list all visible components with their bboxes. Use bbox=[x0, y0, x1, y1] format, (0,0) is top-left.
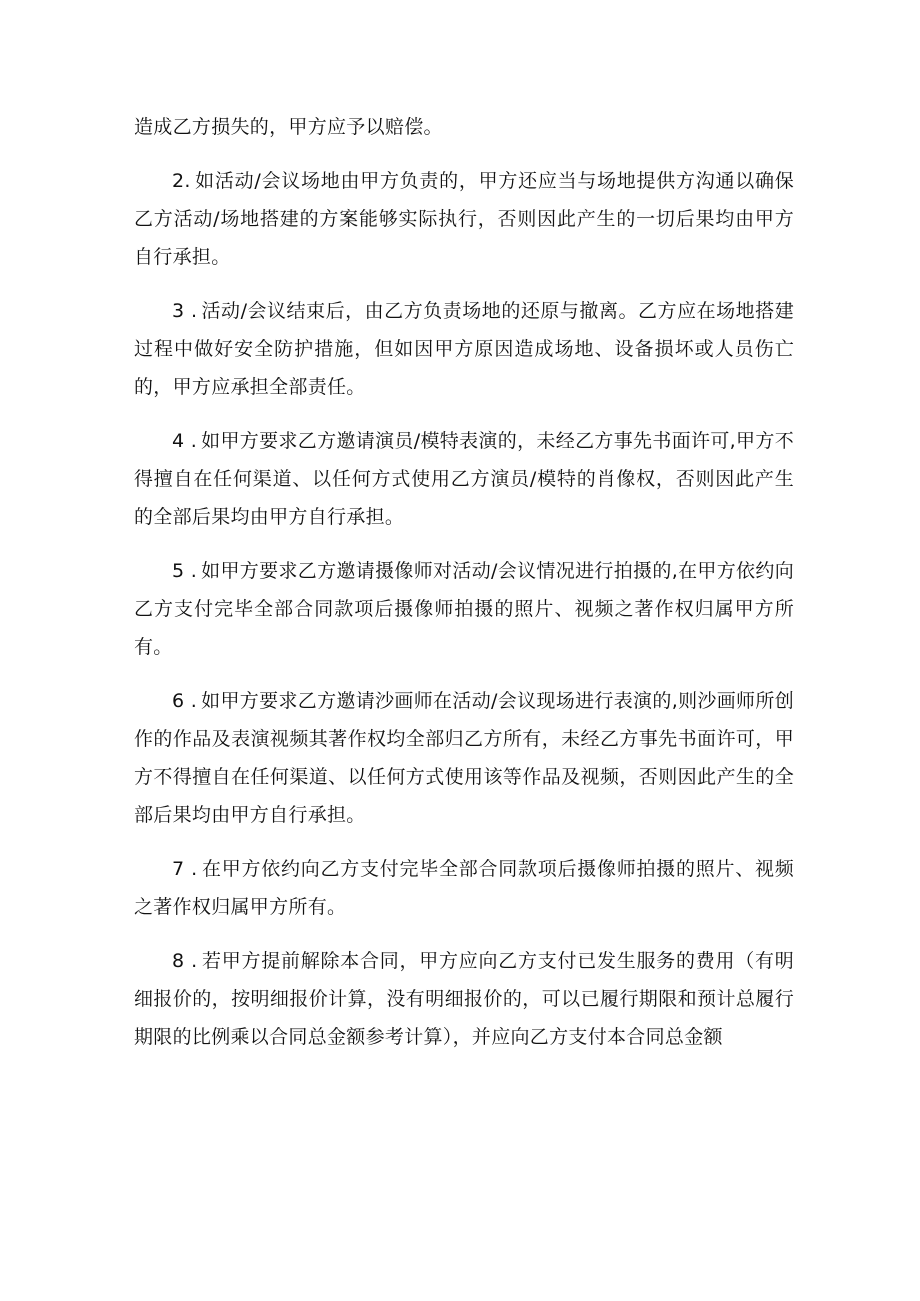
clause-8 bbox=[134, 942, 794, 1056]
clause-number: 5 . bbox=[172, 560, 198, 582]
clause-text: 如活动/会议场地由甲方负责的，甲方还应当与场地提供方沟通以确保乙方活动/场地搭建的方案能够实际执行，否则因此产生的一切后果均由甲方自行承担。 bbox=[134, 170, 794, 268]
clause-number: 2. bbox=[172, 170, 191, 192]
clause-number: 6 . bbox=[172, 690, 198, 712]
clause-number: 3 . bbox=[172, 300, 198, 322]
clause-3 bbox=[134, 292, 794, 406]
contract-body bbox=[134, 108, 794, 1072]
clause-2 bbox=[134, 162, 794, 276]
clause-7 bbox=[134, 850, 794, 926]
clause-text: 活动/会议结束后，由乙方负责场地的还原与撤离。乙方应在场地搭建过程中做好安全防护措施，但如因甲方原因造成场地、设备损坏或人员伤亡的，甲方应承担全部责任。 bbox=[134, 300, 794, 398]
clause-number: 8 . bbox=[172, 950, 198, 972]
paragraph-text: 造成乙方损失的，甲方应予以赔偿。 bbox=[134, 116, 443, 138]
clause-text: 如甲方要求乙方邀请摄像师对活动/会议情况进行拍摄的,在甲方依约向乙方支付完毕全部合同款项后摄像师拍摄的照片、视频之著作权归属甲方所有。 bbox=[134, 560, 795, 658]
clause-6 bbox=[134, 682, 794, 834]
clause-4 bbox=[134, 422, 794, 536]
clause-number: 4 . bbox=[172, 430, 198, 452]
clause-text: 如甲方要求乙方邀请沙画师在活动/会议现场进行表演的,则沙画师所创作的作品及表演视频其著作权均全部归乙方所有，未经乙方事先书面许可，甲方不得擅自在任何渠道、以任何方式使用该等作品及视频，否则因此产生的全部后果均由甲方自行承担。 bbox=[134, 690, 795, 826]
paragraph-continuation bbox=[134, 108, 794, 146]
clause-text: 在甲方依约向乙方支付完毕全部合同款项后摄像师拍摄的照片、视频之著作权归属甲方所有。 bbox=[134, 858, 794, 918]
clause-text: 若甲方提前解除本合同，甲方应向乙方支付已发生服务的费用（有明细报价的，按明细报价计算，没有明细报价的，可以已履行期限和预计总履行期限的比例乘以合同总金额参考计算），并应向乙方支付本合同总金额 bbox=[134, 950, 794, 1048]
clause-5 bbox=[134, 552, 794, 666]
clause-number: 7 . bbox=[172, 858, 198, 880]
clause-text: 如甲方要求乙方邀请演员/模特表演的，未经乙方事先书面许可,甲方不得擅自在任何渠道、以任何方式使用乙方演员/模特的肖像权，否则因此产生的全部后果均由甲方自行承担。 bbox=[134, 430, 795, 528]
